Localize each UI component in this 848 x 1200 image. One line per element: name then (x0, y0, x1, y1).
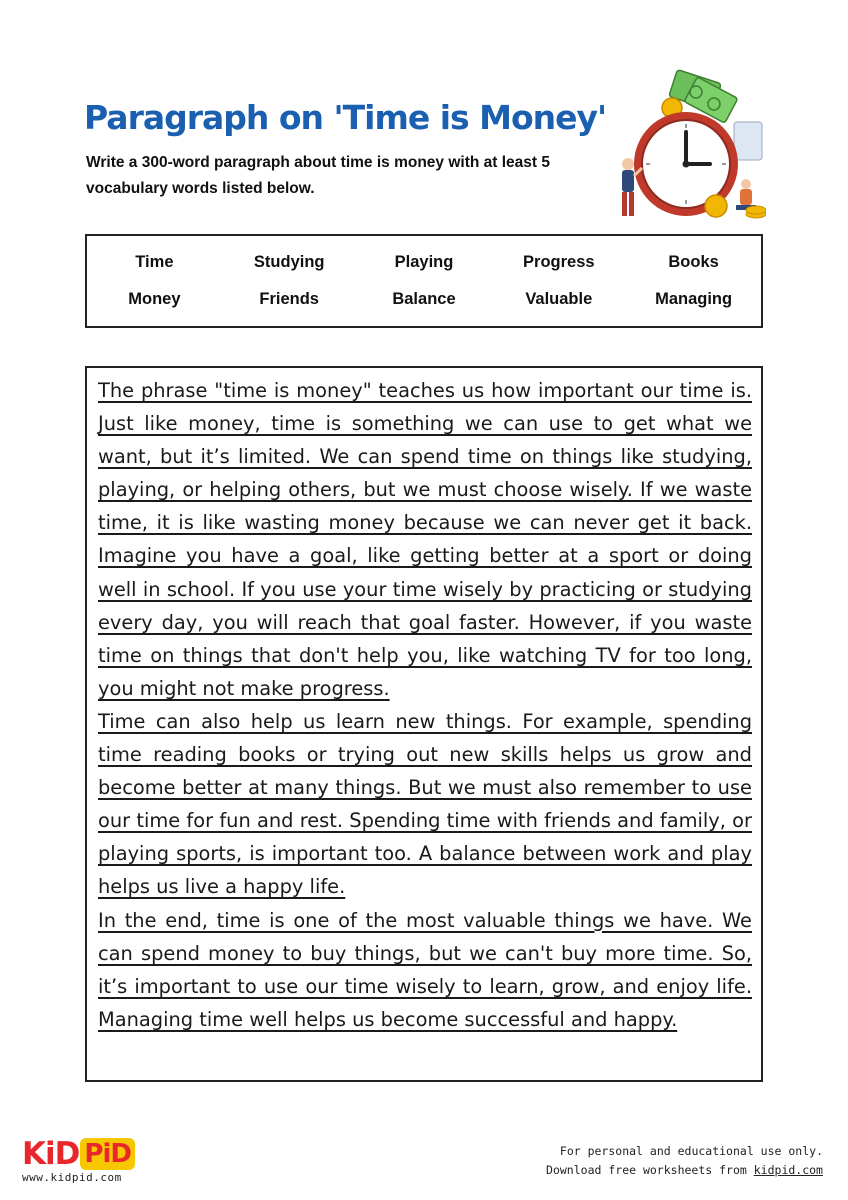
paragraph-text (98, 374, 752, 1036)
instructions: Write a 300-word paragraph about time is money with at least 5 vocabulary words listed below. (86, 154, 550, 197)
vocab-word: Managing (655, 290, 733, 308)
vocab-word: Valuable (525, 290, 593, 308)
footer-link[interactable]: kidpid.com (753, 1163, 823, 1177)
bank-card-icon (734, 122, 762, 160)
coin-icon (705, 195, 727, 217)
paragraph: Time can also help us learn new things. For example, spending time reading books or trying out new skills helps us grow and become better at many things. But we must also remember to use our time for fun and rest. Spending time with friends and family, or playing sports, is important too. A balance between work and play helps us live a happy life. (98, 709, 752, 899)
vocab-word: Money (128, 290, 181, 308)
vocab-word: Books (668, 253, 719, 271)
clock-money-illustration (610, 64, 766, 226)
vocab-word: Studying (253, 253, 325, 271)
paragraph: The phrase "time is money" teaches us how important our time is. Just like money, time is something we can use to get what we want, but it’s limited. We can spend time on things like studying, playing, or helping others, but we must choose wisely. If we waste time, it is like wasting money because we can never get it back. Imagine you have a goal, like getting better at a sport or doing well in school. If you use your time wisely by practicing or studying every day, you will reach that goal faster. However, if you waste time on things that don't help you, like watching TV for too long, you might not make progress. (98, 379, 752, 700)
footer-line-1: For personal and educational use only. (559, 1144, 823, 1158)
person-with-coins-icon (736, 179, 766, 218)
logo-url[interactable]: www.kidpid.com (22, 1171, 122, 1184)
footer-line-2 (546, 1161, 823, 1180)
paragraph-box (85, 366, 763, 1082)
kidpid-logo[interactable] (22, 1136, 135, 1172)
paragraph: In the end, time is one of the most valuable things we have. We can spend money to buy things, but we can't buy more time. So, it’s important to use our time wisely to learn, grow, and enjoy life. Managing time well helps us become successful and happy. (98, 908, 752, 1031)
logo-pid-text: PiD (80, 1138, 135, 1170)
logo-kid-text: KiD (22, 1136, 80, 1172)
vocab-word: Time (135, 253, 174, 271)
vocab-word: Progress (523, 253, 595, 271)
vocabulary-grid (87, 236, 761, 324)
page-title: Paragraph on 'Time is Money' (84, 98, 607, 137)
footer-line-2-prefix: Download free worksheets from (546, 1163, 754, 1177)
footer-notice (546, 1142, 823, 1180)
vocab-word: Balance (392, 290, 456, 308)
vocab-word: Playing (394, 253, 454, 271)
vocab-word: Friends (259, 290, 319, 308)
vocabulary-box (85, 234, 763, 328)
